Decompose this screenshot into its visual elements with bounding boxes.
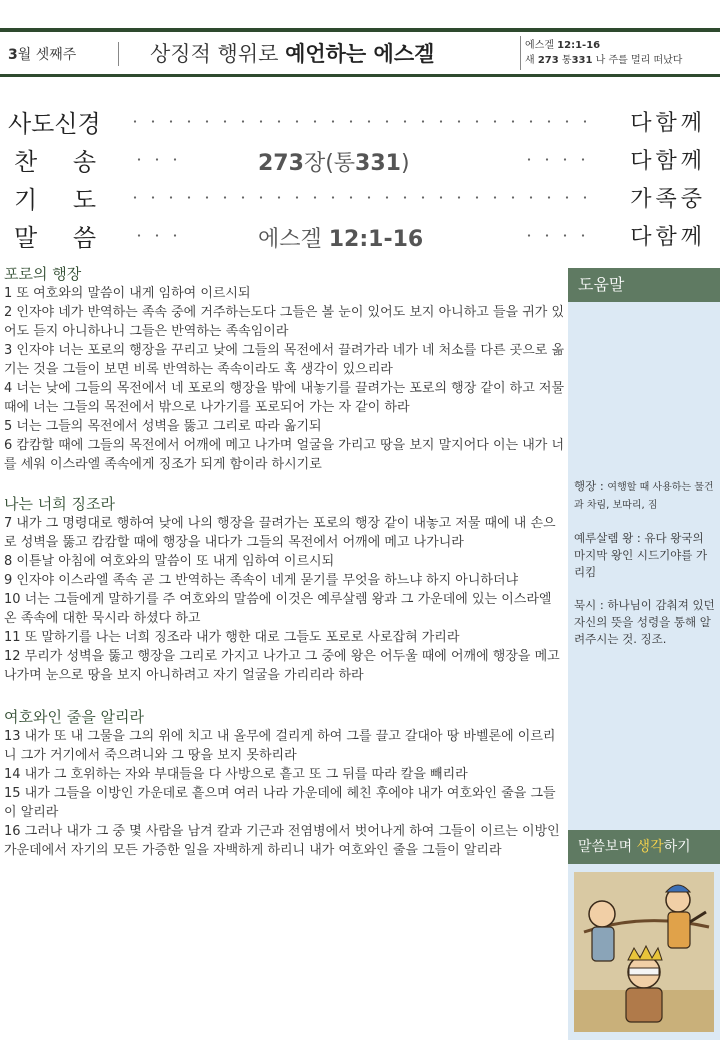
verse: 3 인자야 너는 포로의 행장을 꾸리고 낮에 그들의 목전에서 끌려가라 네가 네 처소를 다른 곳으로 옮기는 것을 그들이 보면 비록 반역하는 족속이라도 혹 생각이 있으리라 (4, 343, 565, 377)
order-label: 사도신경 (8, 110, 101, 138)
dot-leader (126, 120, 586, 123)
hymn-number: 273장(통331) (258, 151, 410, 176)
verse: 2 인자야 네가 반역하는 족속 중에 거주하는도다 그들은 볼 눈이 있어도 보지 아니하고 들을 귀가 있어도 듣지 아니하나니 그들은 반역하는 족속임이라 (4, 305, 565, 339)
ref-line-1: 에스겔 12:1-16 (525, 40, 601, 51)
header-divider (118, 42, 119, 66)
help-note: 행장 : 여행할 때 사용하는 물건과 차림, 보따리, 짐 (574, 479, 714, 511)
worship-order (0, 100, 720, 252)
order-who: 다함께 (630, 149, 706, 174)
dot-leader (126, 196, 586, 199)
verse: 9 인자야 이스라엘 족속 곧 그 반역하는 족속이 네게 묻기를 무엇을 하느냐 하지 아니하더냐 (4, 573, 519, 588)
section-title: 여호와인 줄을 알리라 (4, 708, 144, 726)
order-row-word (0, 214, 720, 252)
verse: 12 무리가 성벽을 뚫고 행장을 그리로 가지고 나가고 그 중에 왕은 어두울 때에 어깨에 행장을 메고 나가며 눈으로 땅을 보지 아니하려고 자기 얼굴을 가리리라 하라 (4, 649, 560, 683)
dot-leader (520, 234, 592, 237)
order-row-prayer (0, 176, 720, 214)
verse: 15 내가 그들을 이방인 가운데로 흩으며 여러 나라 가운데에 헤친 후에야 내가 여호와인 줄을 그들이 알리라 (4, 786, 556, 820)
verse: 11 또 말하기를 나는 너희 징조라 내가 행한 대로 그들도 포로로 사로잡혀 가리라 (4, 630, 460, 645)
section-title: 포로의 행장 (4, 265, 82, 283)
illustration-captives (574, 872, 714, 1032)
sidebar (568, 268, 720, 1040)
verse: 5 너는 그들의 목전에서 성벽을 뚫고 그리로 따라 옮기되 (4, 419, 322, 434)
help-note: 예루살렘 왕 : 유다 왕국의 마지막 왕인 시드기야를 가리킴 (574, 531, 708, 579)
think-heading: 말씀보며 생각하기 (568, 830, 720, 864)
help-heading: 도움말 (568, 268, 720, 302)
order-row-creed (0, 100, 720, 138)
scripture-passage: 에스겔 12:1-16 (258, 227, 424, 252)
week-label: 3월 셋째주 (8, 47, 77, 63)
dot-leader (130, 234, 184, 237)
help-notes (574, 478, 718, 664)
header-bottom-rule (0, 74, 720, 77)
ref-line-2: 새 273 통331 나 주를 멀리 떠났다 (525, 55, 683, 66)
verse: 1 또 여호와의 말씀이 내게 임하여 이르시되 (4, 286, 251, 301)
verse: 13 내가 또 내 그물을 그의 위에 치고 내 올무에 걸리게 하여 그를 끌고 갈대아 땅 바벨론에 이르리니 그가 거기에서 죽으려니와 그 땅을 보지 못하리라 (4, 729, 556, 763)
order-label: 기 도 (14, 186, 96, 214)
scripture-text (4, 262, 566, 860)
order-label: 찬 송 (14, 148, 96, 176)
dot-leader (520, 158, 592, 161)
verse: 14 내가 그 호위하는 자와 부대들을 다 사방으로 흩고 또 그 뒤를 따라 칼을 빼리라 (4, 767, 468, 782)
header-divider (520, 36, 521, 70)
scripture-reference (525, 38, 682, 68)
verse: 10 너는 그들에게 말하기를 주 여호와의 말씀에 이것은 예루살렘 왕과 그 가운데에 있는 이스라엘 온 족속에 대한 묵시라 하셨다 하고 (4, 592, 552, 626)
verse: 6 캄캄할 때에 그들의 목전에서 어깨에 메고 나가며 얼굴을 가리고 땅을 보지 말지어다 이는 내가 너를 세워 이스라엘 족속에게 징조가 되게 함이라 하시기로 (4, 438, 565, 472)
help-note: 묵시 : 하나님이 감춰져 있던 자신의 뜻을 성령을 통해 알려주시는 것. 징조. (574, 598, 715, 646)
order-who: 가족중 (630, 187, 706, 212)
dot-leader (130, 158, 184, 161)
verse: 8 이튿날 아침에 여호와의 말씀이 또 내게 임하여 이르시되 (4, 554, 335, 569)
verse: 16 그러나 내가 그 중 몇 사람을 남겨 칼과 기근과 전염병에서 벗어나게 하여 그들이 이르는 이방인 가운데에서 자기의 모든 가증한 일을 자백하게 하리니 내가 여호와인 줄을 그들이 알리라 (4, 824, 560, 858)
header (0, 32, 720, 74)
order-label: 말 씀 (14, 224, 96, 252)
captives-illustration-icon (574, 872, 714, 1032)
order-who: 다함께 (630, 225, 706, 250)
order-row-hymn (0, 138, 720, 176)
section-title: 나는 너희 징조라 (4, 495, 115, 513)
order-who: 다함께 (630, 111, 706, 136)
verse: 7 내가 그 명령대로 행하여 낮에 나의 행장을 끌려가는 포로의 행장 같이 내놓고 저물 때에 내 손으로 성벽을 뚫고 캄캄할 때에 행장을 내다가 그들의 목전에서 어깨에 메고 나가니라 (4, 516, 556, 550)
page-title: 상징적 행위로 예언하는 에스겔 (150, 42, 435, 66)
verse: 4 너는 낮에 그들의 목전에서 네 포로의 행장을 밖에 내놓기를 끌려가는 포로의 행장 같이 하고 저물 때에 너는 그들의 목전에서 밖으로 나가기를 포로되어 가는 자 같이 하라 (4, 381, 565, 415)
